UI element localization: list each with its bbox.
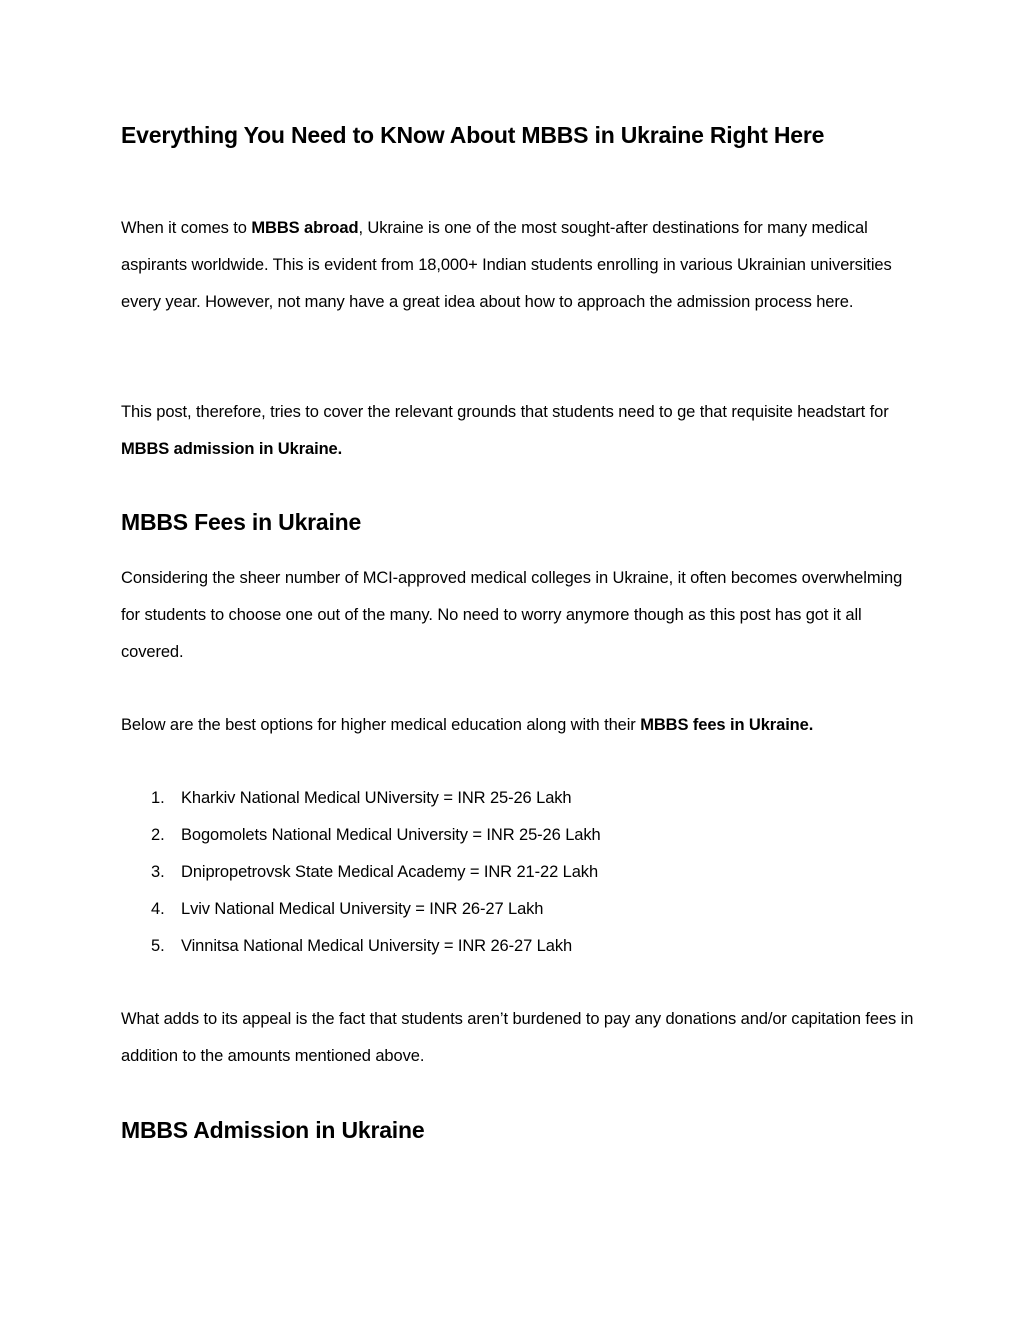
intro-p2-text: This post, therefore, tries to cover the relevant grounds that students need to ge that requisite headstart for [121,403,889,421]
intro-paragraph-2 [121,394,921,468]
intro-p2-bold: MBBS admission in Ukraine. [121,440,343,458]
list-item [121,854,921,891]
fees-paragraph-1: Considering the sheer number of MCI-approved medical colleges in Ukraine, it often becomes overwhelming for students to choose one out of the many. No need to worry anymore though as this post has got it all covered. [121,569,903,661]
list-text: Kharkiv National Medical UNiversity = INR 25-26 Lakh [181,789,572,807]
intro-p1-text-end: , Ukraine is one of the most sought-after destinations for many medical aspirants worldwide. This is evident from 18,000+ Indian students enrolling in various Ukrainian universities every year. However, not many have a great idea about how to approach the admission process here. [121,219,892,311]
list-item [121,928,921,965]
list-text: Dnipropetrovsk State Medical Academy = INR 21-22 Lakh [181,863,599,881]
list-item [121,817,921,854]
list-number: 4. [151,900,165,918]
list-item [121,780,921,817]
fees-heading: MBBS Fees in Ukraine [121,509,362,535]
list-number: 3. [151,863,165,881]
list-number: 2. [151,826,165,844]
fees-p2-bold: MBBS fees in Ukraine. [640,716,814,734]
page-title: Everything You Need to KNow About MBBS in Ukraine Right Here [121,122,825,148]
fees-paragraph-2 [121,707,921,744]
intro-p1-bold: MBBS abroad [251,219,359,237]
list-number: 5. [151,937,165,955]
fees-list [121,780,921,965]
intro-p1-text-start: When it comes to [121,219,252,237]
list-text: Vinnitsa National Medical University = INR 26-27 Lakh [181,937,573,955]
admission-heading: MBBS Admission in Ukraine [121,1117,425,1143]
list-text: Lviv National Medical University = INR 26-27 Lakh [181,900,544,918]
list-item [121,891,921,928]
list-text: Bogomolets National Medical University = INR 25-26 Lakh [181,826,601,844]
intro-paragraph-1 [121,210,921,321]
fees-p2-text: Below are the best options for higher medical education along with their [121,716,641,734]
fees-paragraph-3: What adds to its appeal is the fact that students aren’t burdened to pay any donations and/or capitation fees in addition to the amounts mentioned above. [121,1010,914,1065]
list-number: 1. [151,789,165,807]
